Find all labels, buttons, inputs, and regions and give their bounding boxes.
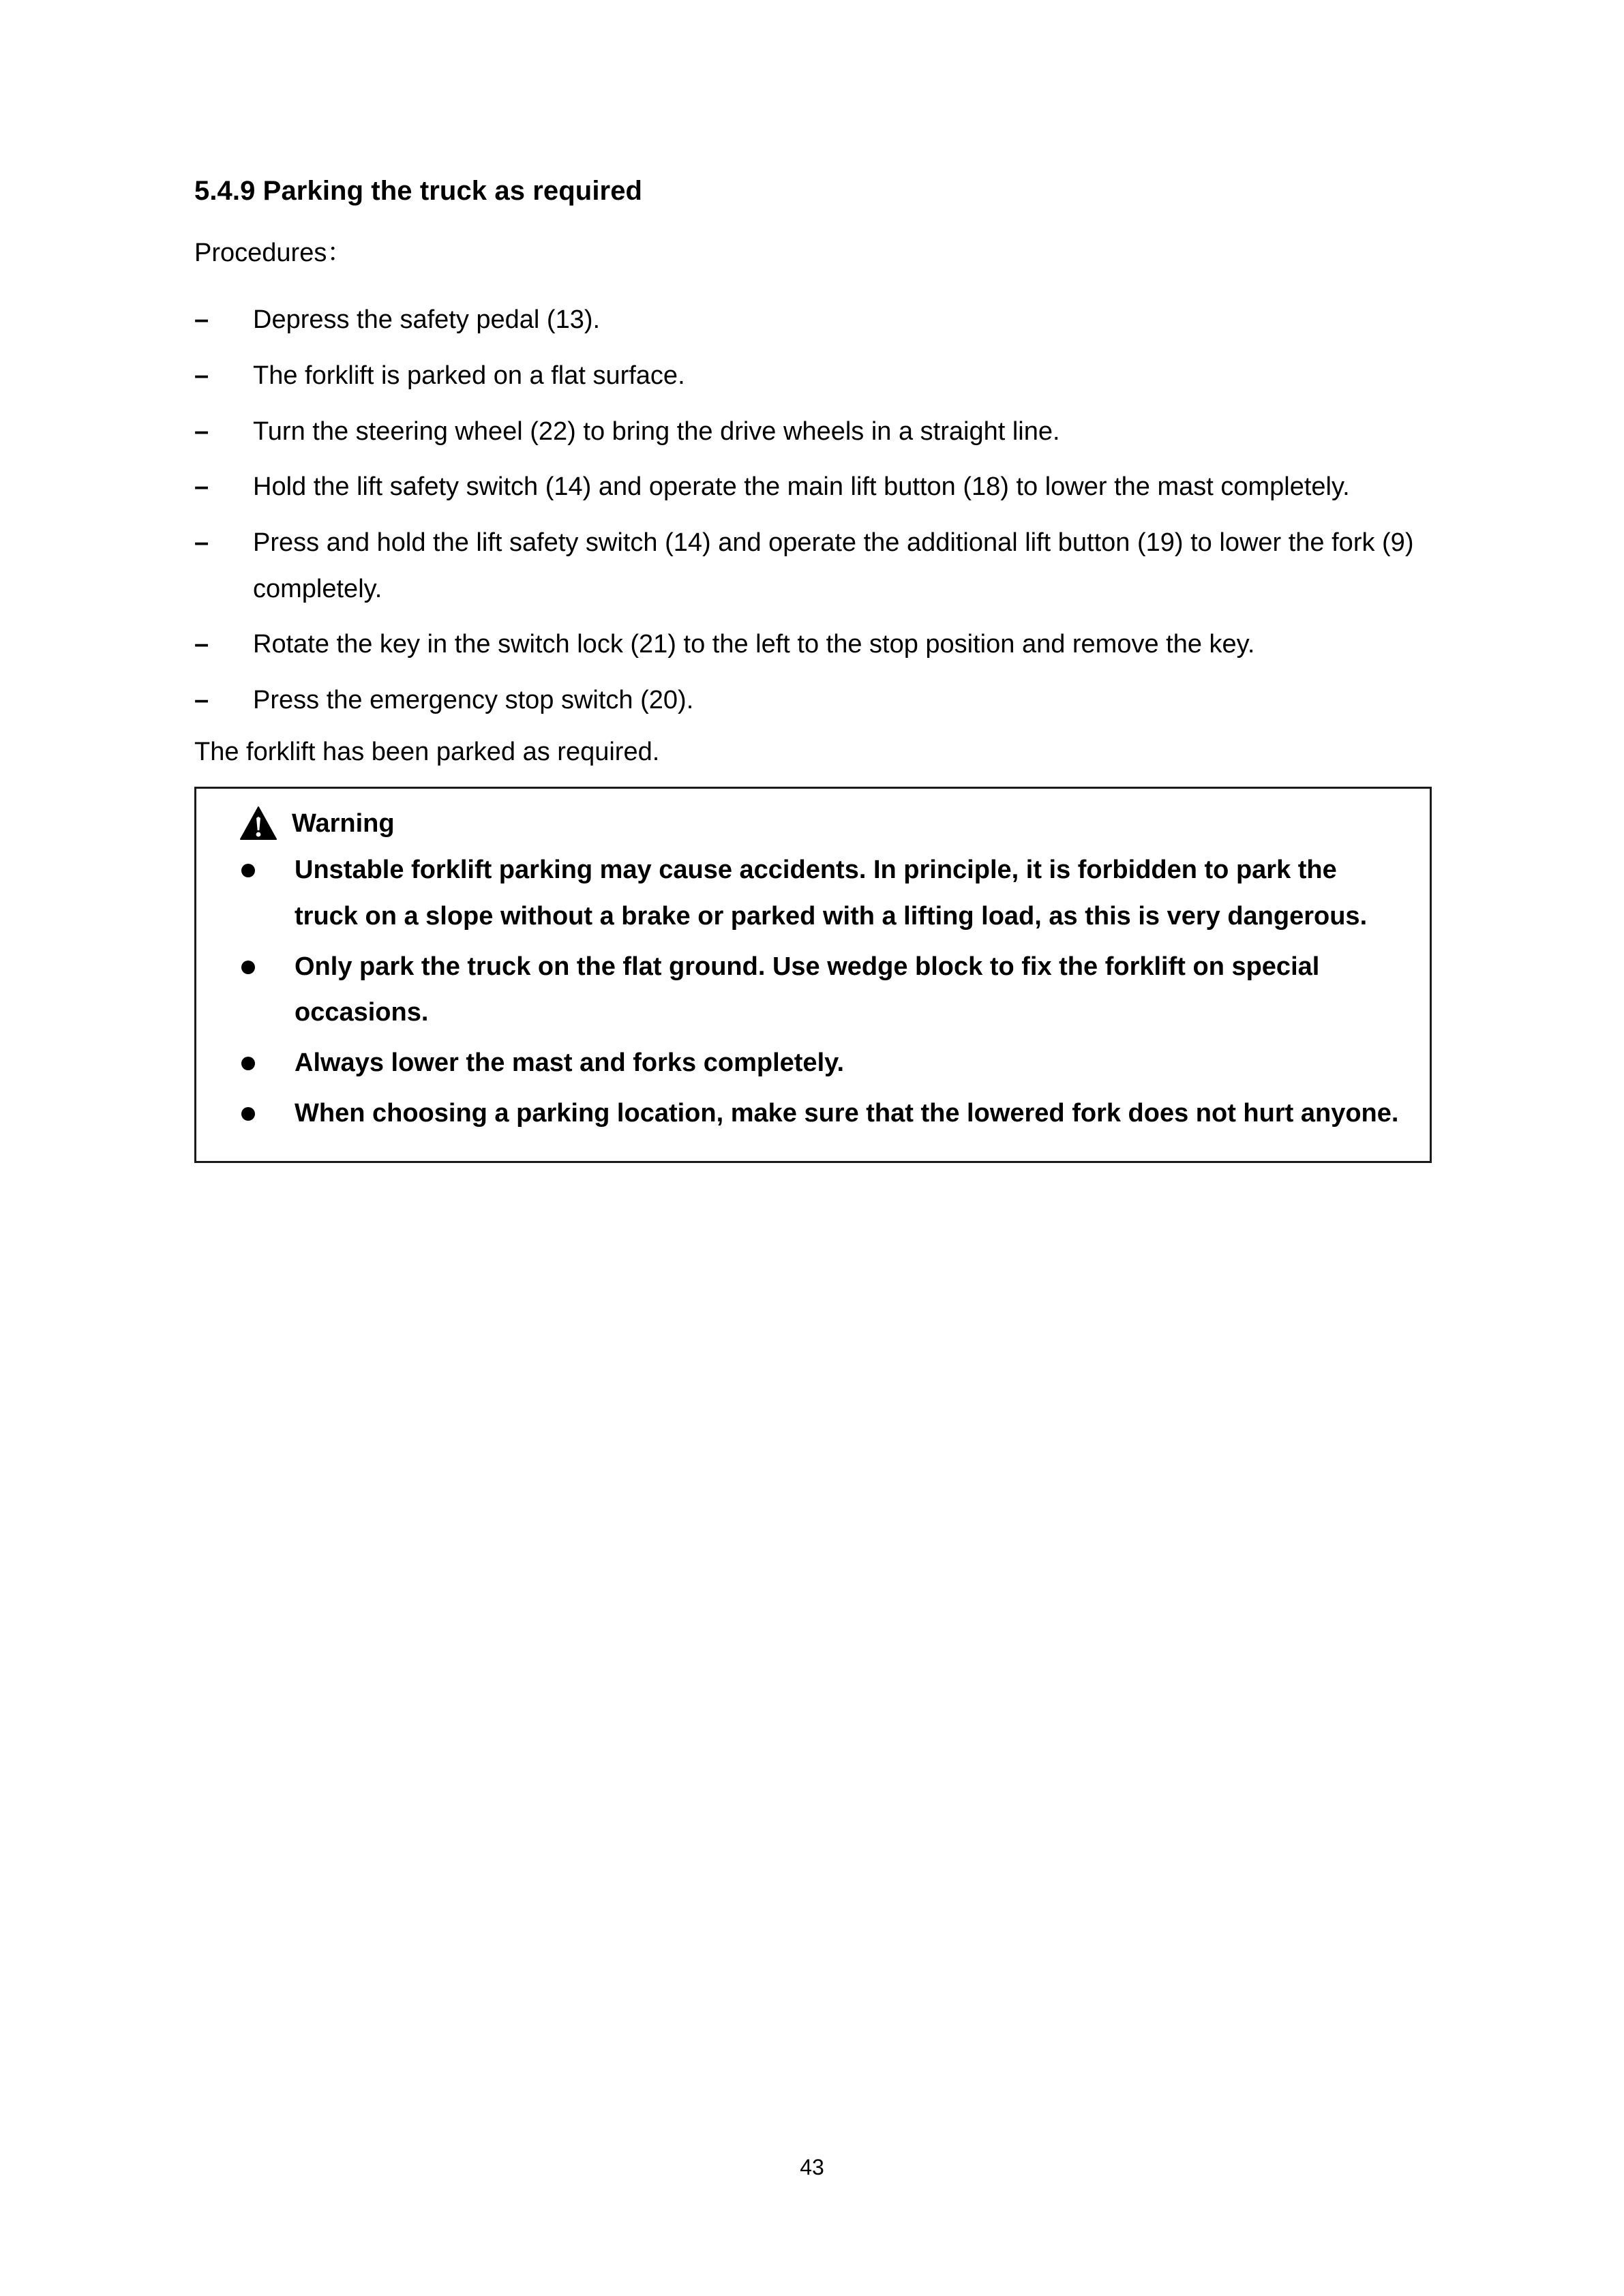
page-content <box>194 174 1432 1163</box>
list-item-text: Unstable forklift parking may cause accidents. In principle, it is forbidden to park the truck on a slope without a brake or parked with a lifting load, as this is very dangerous. <box>295 856 1368 931</box>
list-item <box>194 622 1432 668</box>
list-item <box>220 1040 1407 1087</box>
list-item <box>194 409 1432 455</box>
warning-triangle-icon <box>240 806 277 841</box>
list-item <box>194 520 1432 612</box>
list-item <box>220 944 1407 1036</box>
dash-marker: – <box>194 305 209 335</box>
dash-marker: – <box>194 472 209 502</box>
list-item <box>194 678 1432 724</box>
list-item-text: Press and hold the lift safety switch (14) and operate the additional lift button (19) to lower the fork (9) completely. <box>253 528 1414 603</box>
dash-marker: – <box>194 685 209 714</box>
list-item <box>194 297 1432 344</box>
list-item <box>220 1091 1407 1137</box>
section-heading: 5.4.9 Parking the truck as required <box>194 176 643 206</box>
list-item <box>220 847 1407 939</box>
list-item <box>194 353 1432 399</box>
list-item <box>194 464 1432 511</box>
list-item-text: Press the emergency stop switch (20). <box>253 685 694 714</box>
bullet-icon <box>241 1107 255 1121</box>
page-number: 43 <box>800 2155 824 2179</box>
warning-box <box>194 787 1432 1163</box>
warning-header <box>220 806 1407 841</box>
bullet-icon <box>241 1057 255 1070</box>
closing-statement: The forklift has been parked as required. <box>194 738 660 767</box>
bullet-icon <box>241 864 255 877</box>
list-item-text: Rotate the key in the switch lock (21) to the left to the stop position and remove the key. <box>253 630 1255 659</box>
list-item-text: The forklift is parked on a flat surface. <box>253 361 685 391</box>
list-item-text: Always lower the mast and forks completely. <box>295 1048 844 1077</box>
list-item-text: Depress the safety pedal (13). <box>253 305 601 335</box>
bullet-icon <box>241 961 255 974</box>
dash-marker: – <box>194 361 209 391</box>
procedures-label: Procedures： <box>194 239 353 267</box>
procedures-list <box>194 297 1432 723</box>
list-item-text: Only park the truck on the flat ground. Use wedge block to fix the forklift on special occasions. <box>295 952 1320 1027</box>
dash-marker: – <box>194 528 209 557</box>
list-item-text: When choosing a parking location, make sure that the lowered fork does not hurt anyone. <box>295 1098 1399 1128</box>
list-item-text: Hold the lift safety switch (14) and operate the main lift button (18) to lower the mast completely. <box>253 472 1350 502</box>
warning-title: Warning <box>292 809 395 838</box>
dash-marker: – <box>194 417 209 446</box>
dash-marker: – <box>194 630 209 659</box>
warning-list <box>220 847 1407 1136</box>
list-item-text: Turn the steering wheel (22) to bring the drive wheels in a straight line. <box>253 417 1060 446</box>
